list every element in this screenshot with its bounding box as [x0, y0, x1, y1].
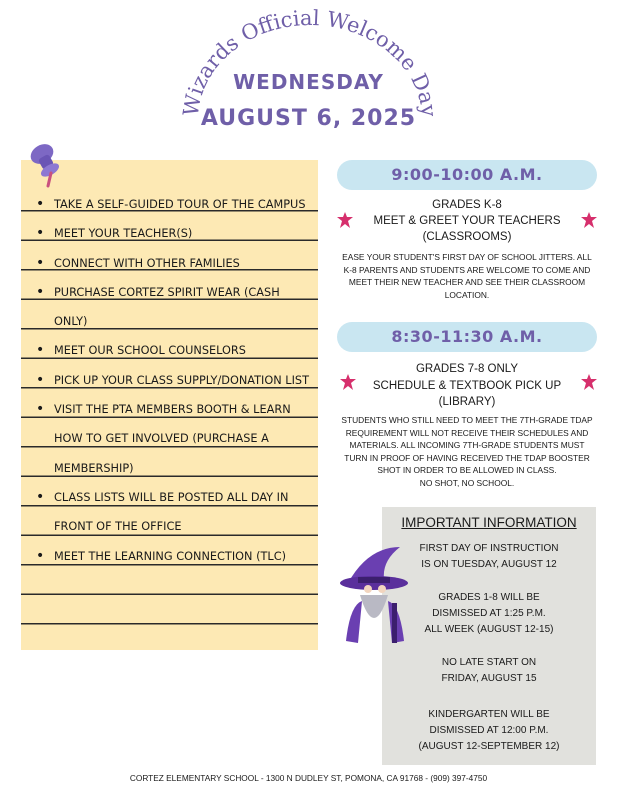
important-line: GRADES 1-8 WILL BE [438, 592, 540, 603]
important-line: (AUGUST 12-SEPTEMBER 12) [418, 741, 560, 752]
session1-description: EASE YOUR STUDENT'S FIRST DAY OF SCHOOL JITTERS. ALL K-8 PARENTS AND STUDENTS ARE WELCOME TO COME AND MEET THEIR NEW TEACHER AND SEE THEIR CLASSROOM LOCATION. [342, 252, 592, 300]
checklist-item: • MEET OUR SCHOOL COUNSELORS [32, 336, 312, 365]
checklist-item: • CONNECT WITH OTHER FAMILIES [32, 249, 312, 278]
important-heading: IMPORTANT INFORMATION [401, 515, 577, 530]
important-line: NO LATE START ON [441, 657, 537, 668]
wizard-icon [338, 545, 414, 645]
checklist-item: • MEET YOUR TEACHER(S) [32, 219, 312, 248]
checklist-item: • VISIT THE PTA MEMBERS BOOTH & LEARN HOW TO GET INVOLVED (PURCHASE A MEMBERSHIP) [32, 395, 312, 483]
session2-grades: GRADES 7-8 ONLY [415, 363, 519, 375]
important-line: DISMISSED AT 12:00 P.M. [429, 725, 549, 736]
session1-time: 9:00-10:00 A.M. [337, 160, 597, 190]
event-day: WEDNESDAY [233, 70, 384, 94]
checklist-item: • CLASS LISTS WILL BE POSTED ALL DAY IN FRONT OF THE OFFICE [32, 483, 312, 542]
push-pin-icon [26, 140, 70, 190]
event-date: AUGUST 6, 2025 [200, 106, 417, 131]
checklist-item: • PICK UP YOUR CLASS SUPPLY/DONATION LIST [32, 366, 312, 395]
session2-description: STUDENTS WHO STILL NEED TO MEET THE 7TH-GRADE TDAP REQUIREMENT WILL NOT RECEIVE THEIR SCHEDULES AND MATERIALS. ALL INCOMING 7TH-GRADE STUDENTS MUST TURN IN PROOF OF HAVING RECEIVED THE TDAP BOOSTER SHOT IN ORDER TO BE ALLOWED IN CLASS. NO SHOT, NO SCHOOL. [341, 415, 593, 488]
checklist-item: • TAKE A SELF-GUIDED TOUR OF THE CAMPUS [32, 190, 312, 219]
session1-grades: GRADES K-8 [432, 199, 502, 211]
important-line: IS ON TUESDAY, AUGUST 12 [421, 559, 557, 570]
checklist [32, 190, 312, 571]
checklist-item: • MEET THE LEARNING CONNECTION (TLC) [32, 542, 312, 571]
session1-location: (CLASSROOMS) [422, 231, 512, 243]
session1-title: MEET & GREET YOUR TEACHERS [373, 215, 561, 227]
important-line: KINDERGARTEN WILL BE [428, 709, 550, 720]
session2-title: SCHEDULE & TEXTBOOK PICK UP [372, 380, 562, 392]
school-address-footer: CORTEZ ELEMENTARY SCHOOL - 1300 N DUDLEY ST, POMONA, CA 91768 - (909) 397-4750 [129, 773, 488, 783]
session2-location: (LIBRARY) [438, 396, 496, 408]
svg-text:Wizards Official Welcome Day [179, 8, 441, 118]
arc-title-text: Wizards Official Welcome Day [178, 8, 442, 118]
important-line: FIRST DAY OF INSTRUCTION [419, 543, 559, 554]
checklist-item: • PURCHASE CORTEZ SPIRIT WEAR (CASH ONLY) [32, 278, 312, 337]
session2-time: 8:30-11:30 A.M. [337, 322, 597, 352]
important-line: FRIDAY, AUGUST 15 [441, 673, 537, 684]
important-line: ALL WEEK (AUGUST 12-15) [424, 624, 554, 635]
important-line: DISMISSED AT 1:25 P.M. [432, 608, 546, 619]
